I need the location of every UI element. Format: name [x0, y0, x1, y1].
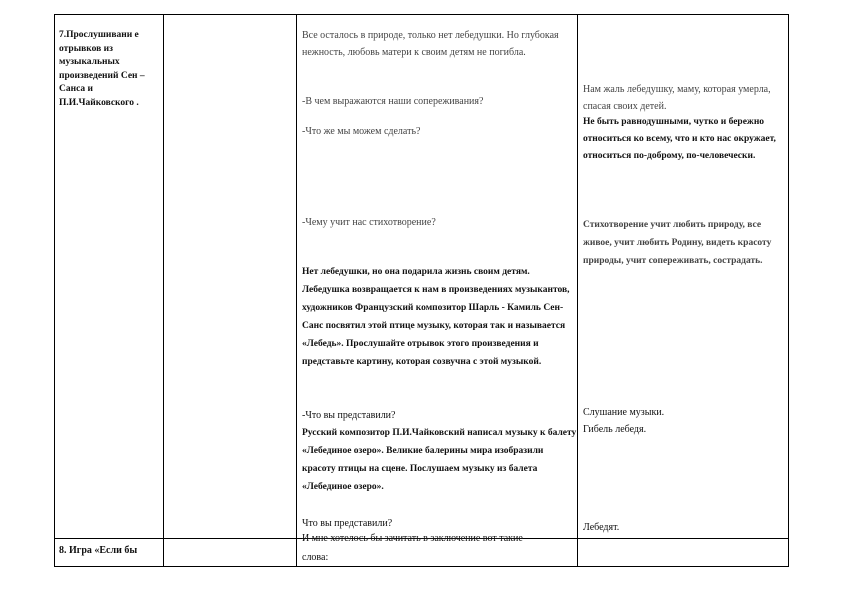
student-answer-2: Не быть равнодушными, чутко и бережно относиться ко всему, что и кто нас окружает, относиться по-доброму, по-человечески.: [583, 117, 776, 161]
teacher-paragraph-3: Русский композитор П.И.Чайковский написал музыку к балету «Лебединое озеро». Великие балерины мира изобразили красоту птицы на сцене. Послушаем музыку из балета «Лебединое озеро».: [302, 428, 577, 492]
table-border-left: [54, 14, 55, 567]
table-col-divider-3: [577, 14, 578, 567]
teacher-question-3: -Чему учит нас стихотворение?: [302, 217, 436, 228]
stage-title: 7.Прослушивани е отрывков из музыкальных произведений Сен – Санса и П.И.Чайковского .: [59, 30, 145, 108]
student-answer-4: Слушание музыки.: [583, 407, 665, 418]
teacher-paragraph-2: Нет лебедушки, но она подарила жизнь своим детям. Лебедушка возвращается к нам в произведениях музыкантов, художников Французский композитор Шарль - Камиль Сен-Санс посвятил этой птице музыку, которая так и называется «Лебедь». Прослушайте отрывок этого произведения и представьте картину, которая созвучна с этой музыкой.: [302, 267, 570, 367]
teacher-question-1: -В чем выражаются наши сопереживания?: [302, 96, 484, 107]
table-border-top: [54, 14, 789, 15]
student-answer-1: Нам жаль лебедушку, маму, которая умерла, спасая своих детей.: [583, 84, 771, 112]
student-answer-3: Стихотворение учит любить природу, все живое, учит любить Родину, видеть красоту природы, учит сопереживать, сострадать.: [583, 220, 772, 266]
next-stage-title: 8. Игра «Если бы: [59, 545, 138, 556]
teacher-question-4: -Что вы представили?: [302, 410, 396, 421]
table-border-right: [788, 14, 789, 567]
teacher-paragraph-5: слова:: [302, 552, 329, 563]
teacher-paragraph-4: И мне хотелось бы зачитать в заключение вот такие: [302, 533, 523, 544]
table-col-divider-2: [296, 14, 297, 567]
table-col-divider-1: [163, 14, 164, 567]
table-border-bottom: [54, 566, 789, 567]
student-answer-6: Лебедят.: [583, 522, 620, 533]
teacher-paragraph-1: Все осталось в природе, только нет лебедушки. Но глубокая нежность, любовь матери к своим детям не погибла.: [302, 30, 559, 58]
teacher-question-5: Что вы представили?: [302, 518, 393, 529]
student-answer-5: Гибель лебедя.: [583, 424, 647, 435]
teacher-question-2: -Что же мы можем сделать?: [302, 126, 421, 137]
